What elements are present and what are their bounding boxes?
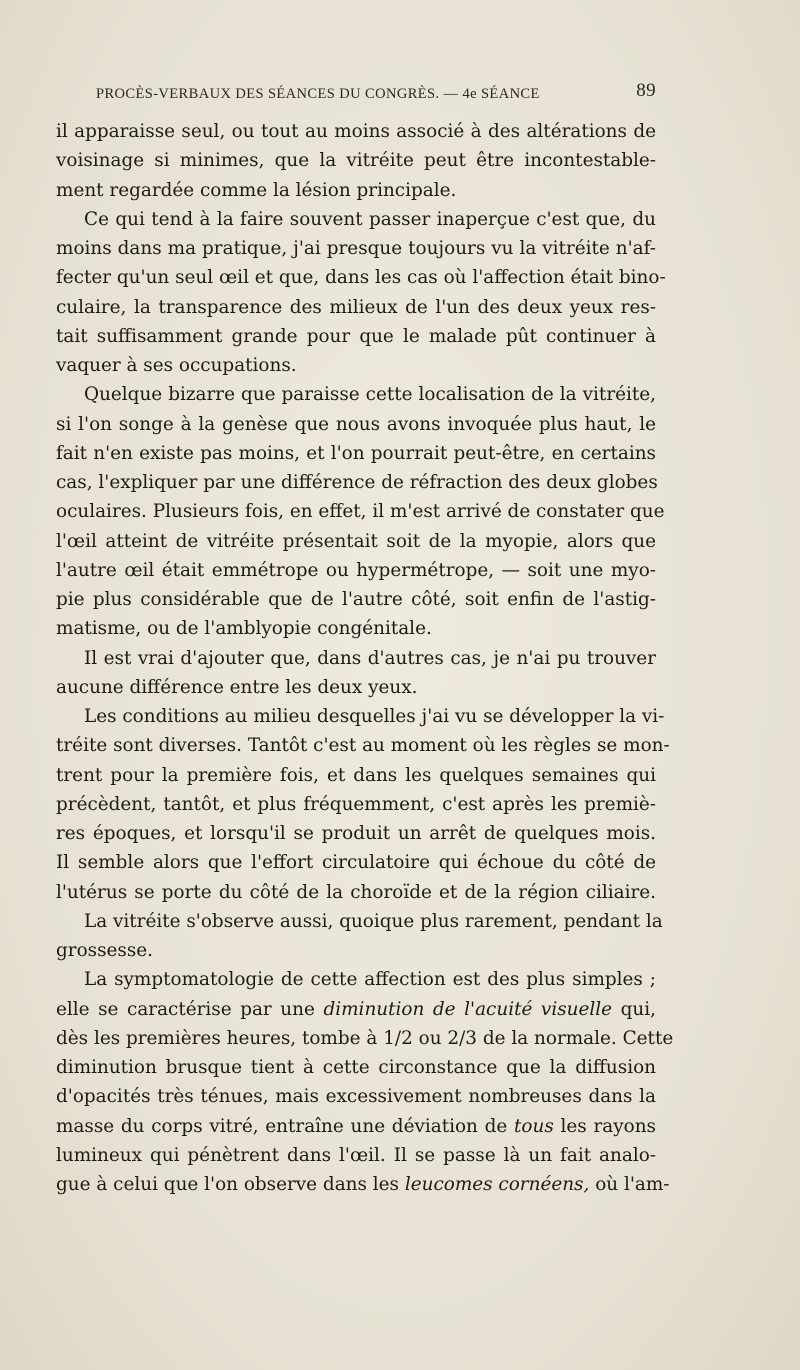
text-fragment: gue à celui que l'on observe dans les: [56, 1174, 399, 1195]
text-fragment: où l'am-: [595, 1174, 670, 1195]
text-line: [56, 995, 656, 1024]
italic-phrase: tous: [514, 1115, 554, 1137]
running-title: PROCÈS-VERBAUX DES SÉANCES DU CONGRÈS. — 4e SÉANCE: [96, 86, 540, 102]
text-line: lumineux qui pénètrent dans l'œil. Il se passe là un fait analo-: [56, 1144, 656, 1166]
text-line: moins dans ma pratique, j'ai presque toujours vu la vitréite n'af-: [56, 238, 656, 259]
text-line: [56, 1112, 656, 1141]
text-line: aucune différence entre les deux yeux.: [56, 676, 418, 698]
text-line: tait suffisamment grande pour que le malade pût continuer à: [56, 325, 656, 347]
text-line: l'utérus se porte du côté de la choroïde et de la région ciliaire.: [56, 881, 656, 903]
text-line: précèdent, tantôt, et plus fréquemment, c'est après les premiè-: [56, 793, 656, 815]
text-line: diminution brusque tient à cette circonstance que la diffusion: [56, 1057, 656, 1078]
text-line: oculaires. Plusieurs fois, en effet, il m'est arrivé de constater que: [56, 501, 665, 523]
page-number: 89: [636, 80, 656, 101]
text-line: trent pour la première fois, et dans les quelques semaines qui: [56, 764, 656, 786]
text-line: Il est vrai d'ajouter que, dans d'autres cas, je n'ai pu trouver: [84, 647, 656, 669]
text-line: La vitréite s'observe aussi, quoique plus rarement, pendant la: [84, 910, 663, 932]
text-line: d'opacités très ténues, mais excessivement nombreuses dans la: [56, 1086, 656, 1108]
text-line: voisinage si minimes, que la vitréite peut être incontestable-: [56, 150, 656, 172]
text-line: vaquer à ses occupations.: [56, 355, 297, 376]
text-line: ment regardée comme la lésion principale.: [56, 179, 457, 201]
text-line: si l'on songe à la genèse que nous avons invoquée plus haut, le: [56, 413, 656, 435]
text-line: l'œil atteint de vitréite présentait soit de la myopie, alors que: [56, 530, 656, 552]
text-fragment: elle se caractérise par une: [56, 998, 315, 1020]
text-fragment: les rayons: [560, 1115, 656, 1137]
text-line: res époques, et lorsqu'il se produit un arrêt de quelques mois.: [56, 823, 656, 844]
text-line: pie plus considérable que de l'autre côté, soit enfin de l'astig-: [56, 589, 656, 610]
page-header: [96, 80, 656, 110]
text-fragment: qui,: [620, 998, 656, 1020]
text-line: Ce qui tend à la faire souvent passer inaperçue c'est que, du: [84, 208, 656, 230]
text-line: La symptomatologie de cette affection est des plus simples ;: [84, 969, 656, 991]
text-line: Quelque bizarre que paraisse cette localisation de la vitréite,: [84, 384, 656, 406]
text-line: dès les premières heures, tombe à 1/2 ou 2/3 de la normale. Cette: [56, 1027, 674, 1049]
text-line: il apparaisse seul, ou tout au moins associé à des altérations de: [56, 121, 656, 142]
text-line: Il semble alors que l'effort circulatoire qui échoue du côté de: [56, 852, 656, 874]
text-line: tréite sont diverses. Tantôt c'est au moment où les règles se mon-: [56, 735, 670, 757]
text-line: Les conditions au milieu desquelles j'ai vu se développer la vi-: [84, 706, 665, 727]
text-fragment: masse du corps vitré, entraîne une déviation de: [56, 1115, 508, 1137]
body-text: [56, 117, 674, 1199]
text-line: grossesse.: [56, 940, 153, 961]
text-line: fecter qu'un seul œil et que, dans les cas où l'affection était bino-: [56, 267, 666, 289]
text-line: fait n'en existe pas moins, et l'on pourrait peut-être, en certains: [56, 442, 656, 464]
italic-phrase: diminution de l'acuité visuelle: [323, 998, 613, 1020]
text-line: culaire, la transparence des milieux de l'un des deux yeux res-: [56, 296, 656, 318]
text-line: cas, l'expliquer par une différence de réfraction des deux globes: [56, 472, 658, 493]
italic-phrase: leucomes cornéens,: [404, 1174, 590, 1195]
text-line: [56, 1170, 670, 1199]
text-line: matisme, ou de l'amblyopie congénitale.: [56, 618, 432, 640]
text-line: l'autre œil était emmétrope ou hypermétrope, — soit une myo-: [56, 559, 656, 581]
